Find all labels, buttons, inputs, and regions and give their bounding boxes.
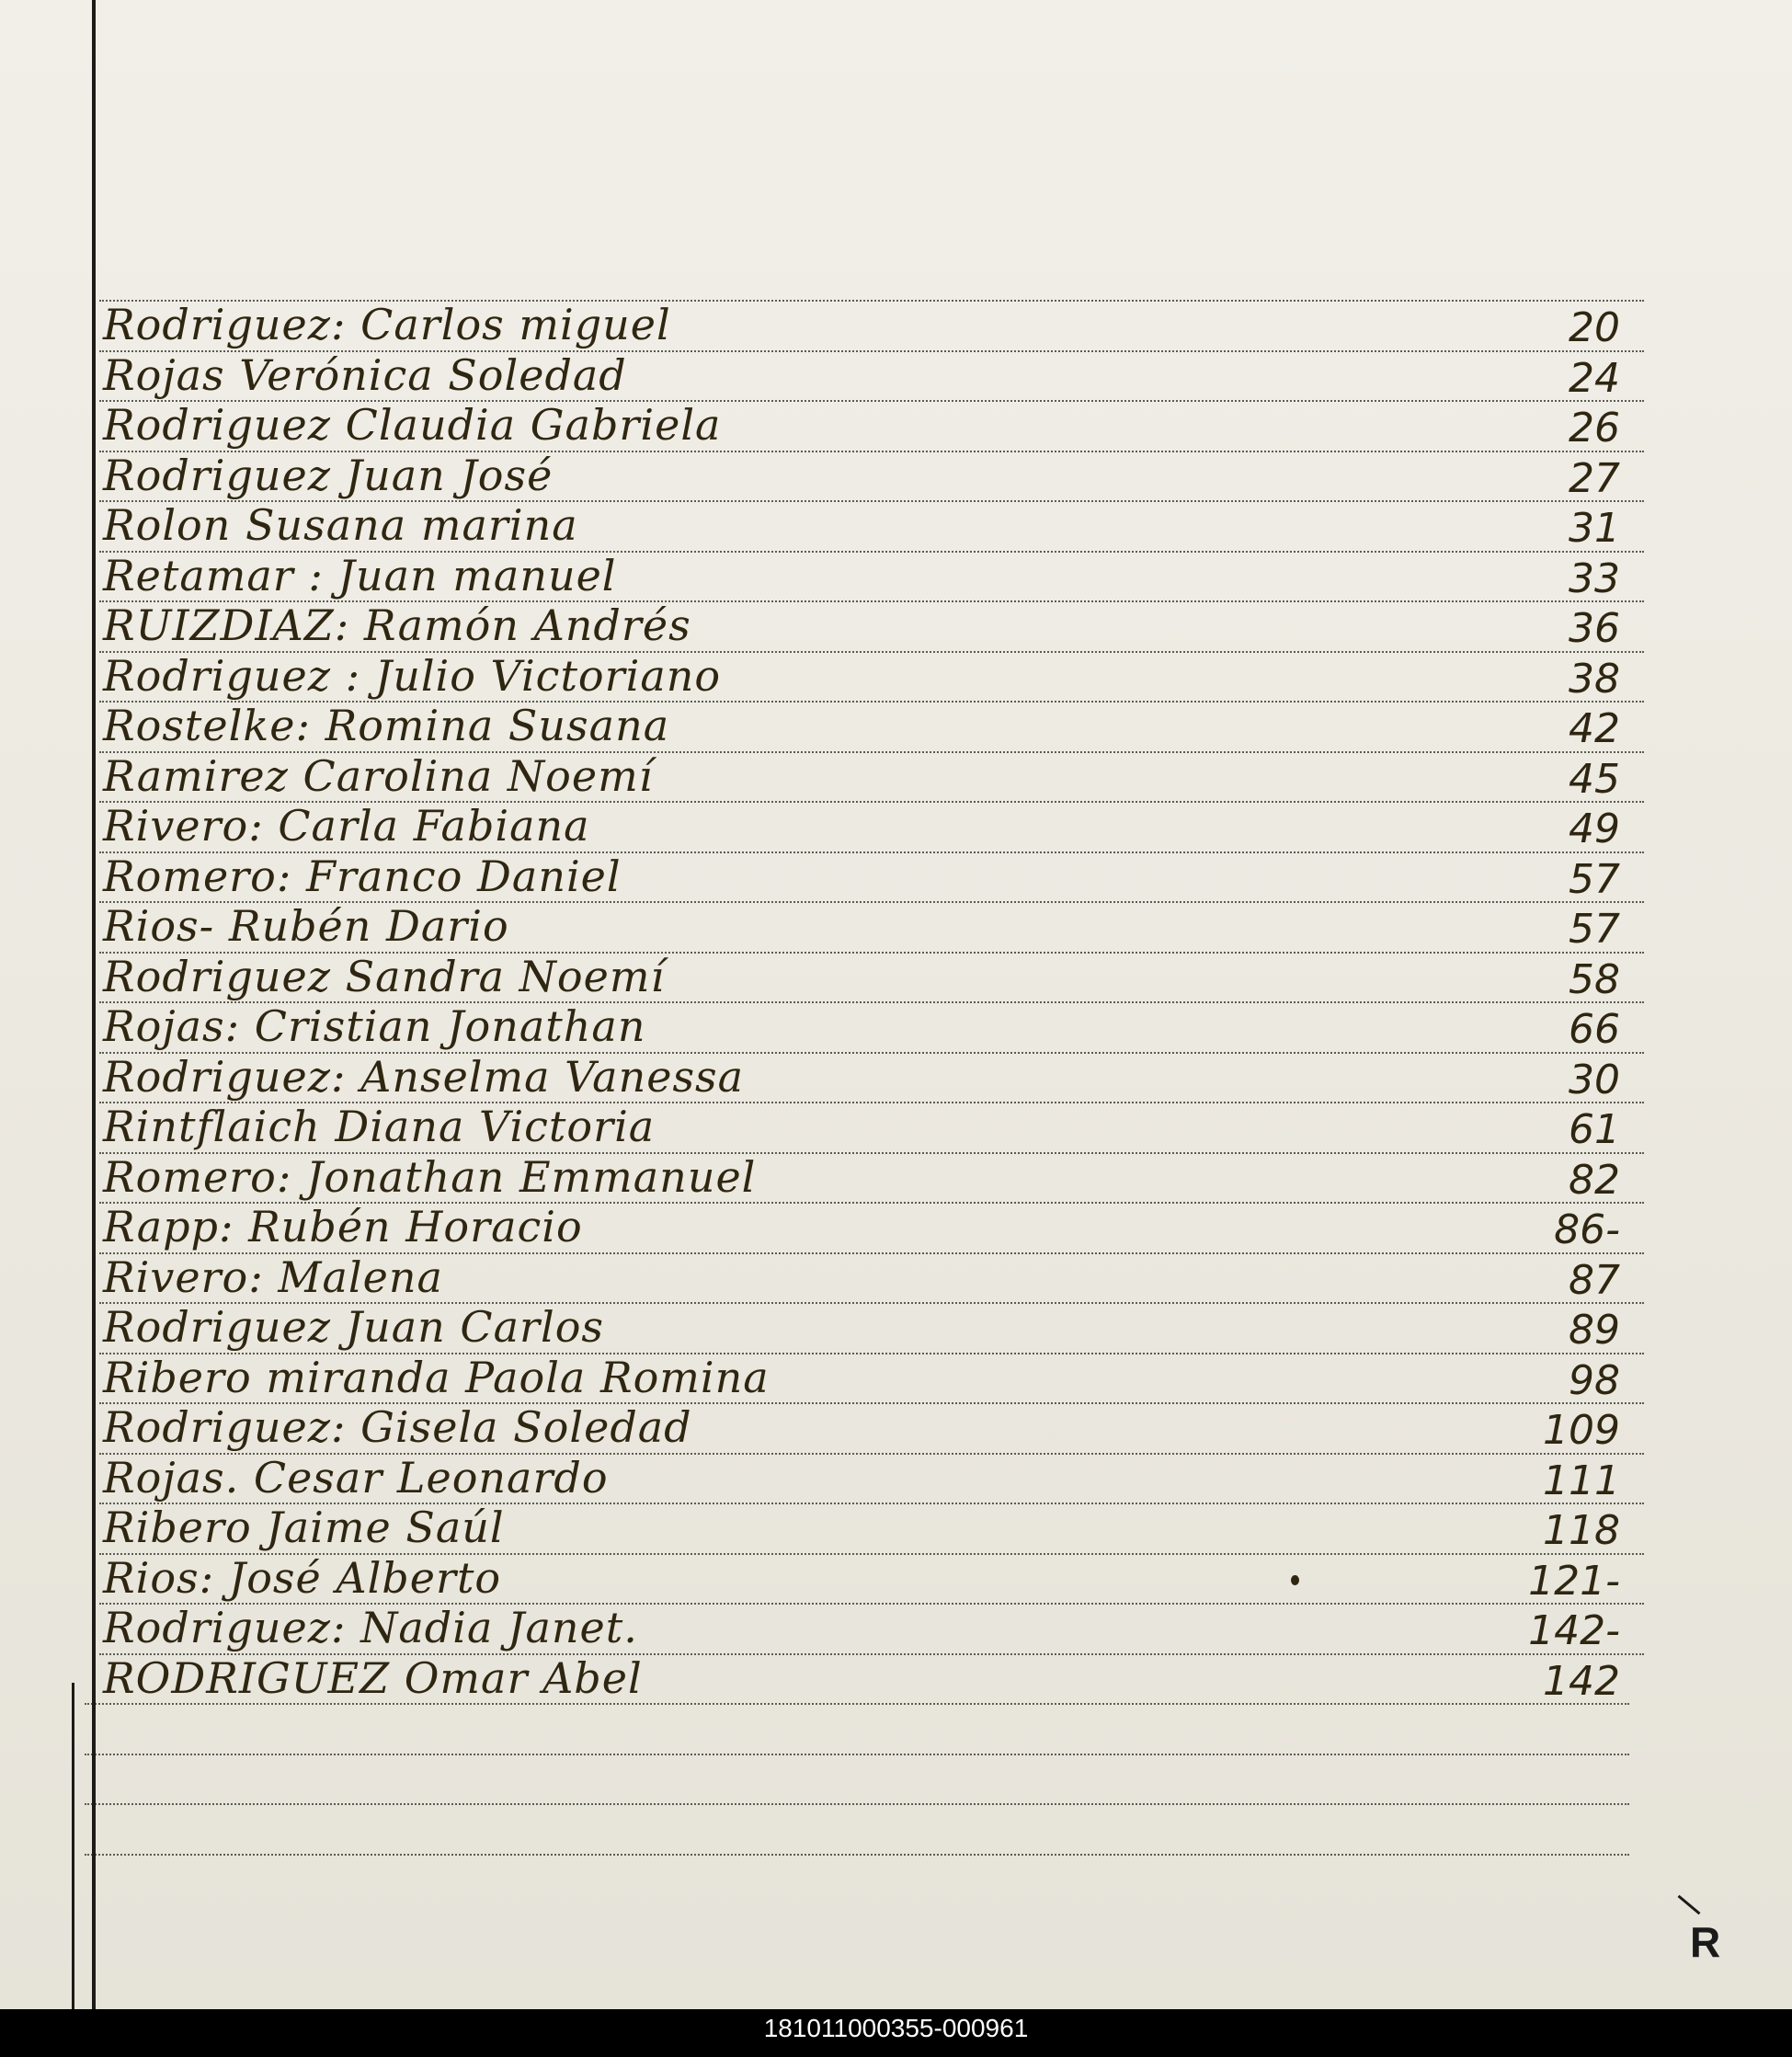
- index-entry: [103, 1251, 1620, 1306]
- entry-name: Rodriguez: Carlos miguel: [103, 300, 671, 349]
- index-entry: [103, 1001, 1620, 1055]
- index-entry: [103, 951, 1620, 1005]
- entry-page-number: 30: [1569, 1056, 1620, 1103]
- entry-name: Rodriguez Sandra Noemí: [103, 951, 666, 1001]
- ruled-line: [85, 1854, 1629, 1856]
- entry-name: Rojas Verónica Soledad: [103, 349, 627, 400]
- document-id: 181011000355-000961: [763, 2014, 1029, 2042]
- margin-line: [92, 0, 96, 2009]
- index-entry: [103, 450, 1620, 504]
- entry-name: RODRIGUEZ Omar Abel: [103, 1652, 643, 1703]
- entry-page-number: 109: [1543, 1407, 1620, 1454]
- entry-page-number: 111: [1543, 1457, 1620, 1504]
- index-entry: [103, 500, 1620, 554]
- entry-name: Ribero Jaime Saúl: [103, 1503, 505, 1552]
- entry-page-number: 45: [1569, 755, 1620, 803]
- entry-page-number: 142-: [1528, 1607, 1620, 1654]
- entry-name: Romero: Jonathan Emmanuel: [103, 1151, 757, 1202]
- index-entry: [103, 1151, 1620, 1206]
- index-entry: [103, 1503, 1620, 1556]
- entry-page-number: 87: [1569, 1256, 1620, 1304]
- entry-name: Rojas: Cristian Jonathan: [103, 1001, 646, 1051]
- entry-page-number: 142: [1543, 1657, 1620, 1705]
- entry-name: Rios: José Alberto: [103, 1552, 502, 1603]
- entry-name: Rodriguez : Julio Victoriano: [103, 650, 722, 701]
- index-entry: [103, 400, 1620, 453]
- index-entry: [103, 600, 1620, 654]
- entry-page-number: 86-: [1554, 1206, 1620, 1253]
- entry-page-number: 36: [1569, 605, 1620, 652]
- index-entry: [103, 701, 1620, 754]
- entry-page-number: 57: [1569, 855, 1620, 903]
- entry-page-number: 58: [1569, 955, 1620, 1003]
- entry-name: Ramirez Carolina Noemí: [103, 750, 654, 801]
- entry-name: Rodriguez: Gisela Soledad: [103, 1402, 692, 1452]
- entry-name: Rodriguez Juan José: [103, 450, 554, 500]
- entry-page-number: 89: [1569, 1307, 1620, 1354]
- entry-name: Rojas. Cesar Leonardo: [103, 1452, 609, 1503]
- entry-name: Rodriguez Claudia Gabriela: [103, 400, 722, 450]
- entry-name: Rivero: Malena: [103, 1251, 443, 1302]
- index-entry: [103, 1202, 1620, 1255]
- ruled-line: [85, 1754, 1629, 1755]
- index-entry: [103, 851, 1620, 905]
- index-entry: [103, 1051, 1620, 1105]
- entry-page-number: 31: [1569, 505, 1620, 552]
- entry-page-number: 27: [1569, 454, 1620, 502]
- entry-page-number: 24: [1569, 354, 1620, 402]
- entry-page-number: 49: [1569, 806, 1620, 852]
- index-entry: [103, 650, 1620, 704]
- entry-page-number: 82: [1569, 1156, 1620, 1204]
- index-entry: [103, 1352, 1620, 1406]
- entry-name: RUIZDIAZ: Ramón Andrés: [103, 600, 691, 650]
- index-entry: [103, 1302, 1620, 1355]
- entry-page-number: 26: [1569, 405, 1620, 451]
- entry-page-number: 33: [1569, 554, 1620, 602]
- entry-name: Rodriguez Juan Carlos: [103, 1302, 604, 1352]
- index-entry: [103, 1552, 1620, 1606]
- entry-page-number: 118: [1543, 1507, 1620, 1554]
- index-entry: [103, 1102, 1620, 1155]
- entry-page-number: 42: [1569, 705, 1620, 752]
- index-entry: [103, 349, 1620, 404]
- entry-page-number: 66: [1569, 1006, 1620, 1053]
- entry-name: Rodriguez: Nadia Janet.: [103, 1603, 638, 1652]
- entry-page-number: 121-: [1528, 1557, 1620, 1605]
- entry-name: Rostelke: Romina Susana: [103, 701, 670, 750]
- entry-page-number: 38: [1569, 655, 1620, 703]
- ruled-line: [85, 1803, 1629, 1805]
- index-entry: [103, 801, 1620, 854]
- corner-tab-letter: R: [1690, 1918, 1721, 1966]
- entry-name: Rodriguez: Anselma Vanessa: [103, 1051, 745, 1102]
- entry-name: Rintflaich Diana Victoria: [103, 1102, 656, 1151]
- entry-name: Retamar : Juan manuel: [103, 550, 617, 600]
- index-entry: [103, 1652, 1620, 1707]
- entry-page-number: 61: [1569, 1106, 1620, 1153]
- index-entry: [103, 300, 1620, 353]
- entry-name: Rios- Rubén Dario: [103, 901, 509, 951]
- entry-name: Rapp: Rubén Horacio: [103, 1202, 583, 1251]
- entry-page-number: 57: [1569, 906, 1620, 953]
- index-entry: [103, 901, 1620, 954]
- page-edge-line: [72, 1683, 74, 2009]
- entry-name: Rivero: Carla Fabiana: [103, 801, 590, 851]
- ink-mark: [1291, 1575, 1299, 1585]
- entry-name: Rolon Susana marina: [103, 500, 578, 550]
- entry-name: Ribero miranda Paola Romina: [103, 1352, 770, 1402]
- index-entry: [103, 750, 1620, 805]
- entry-page-number: 20: [1569, 304, 1620, 351]
- entry-name: Romero: Franco Daniel: [103, 851, 622, 901]
- index-entry: [103, 1452, 1620, 1506]
- entry-page-number: 98: [1569, 1356, 1620, 1404]
- index-entry: [103, 1603, 1620, 1656]
- index-entry: [103, 550, 1620, 604]
- index-entry: [103, 1402, 1620, 1456]
